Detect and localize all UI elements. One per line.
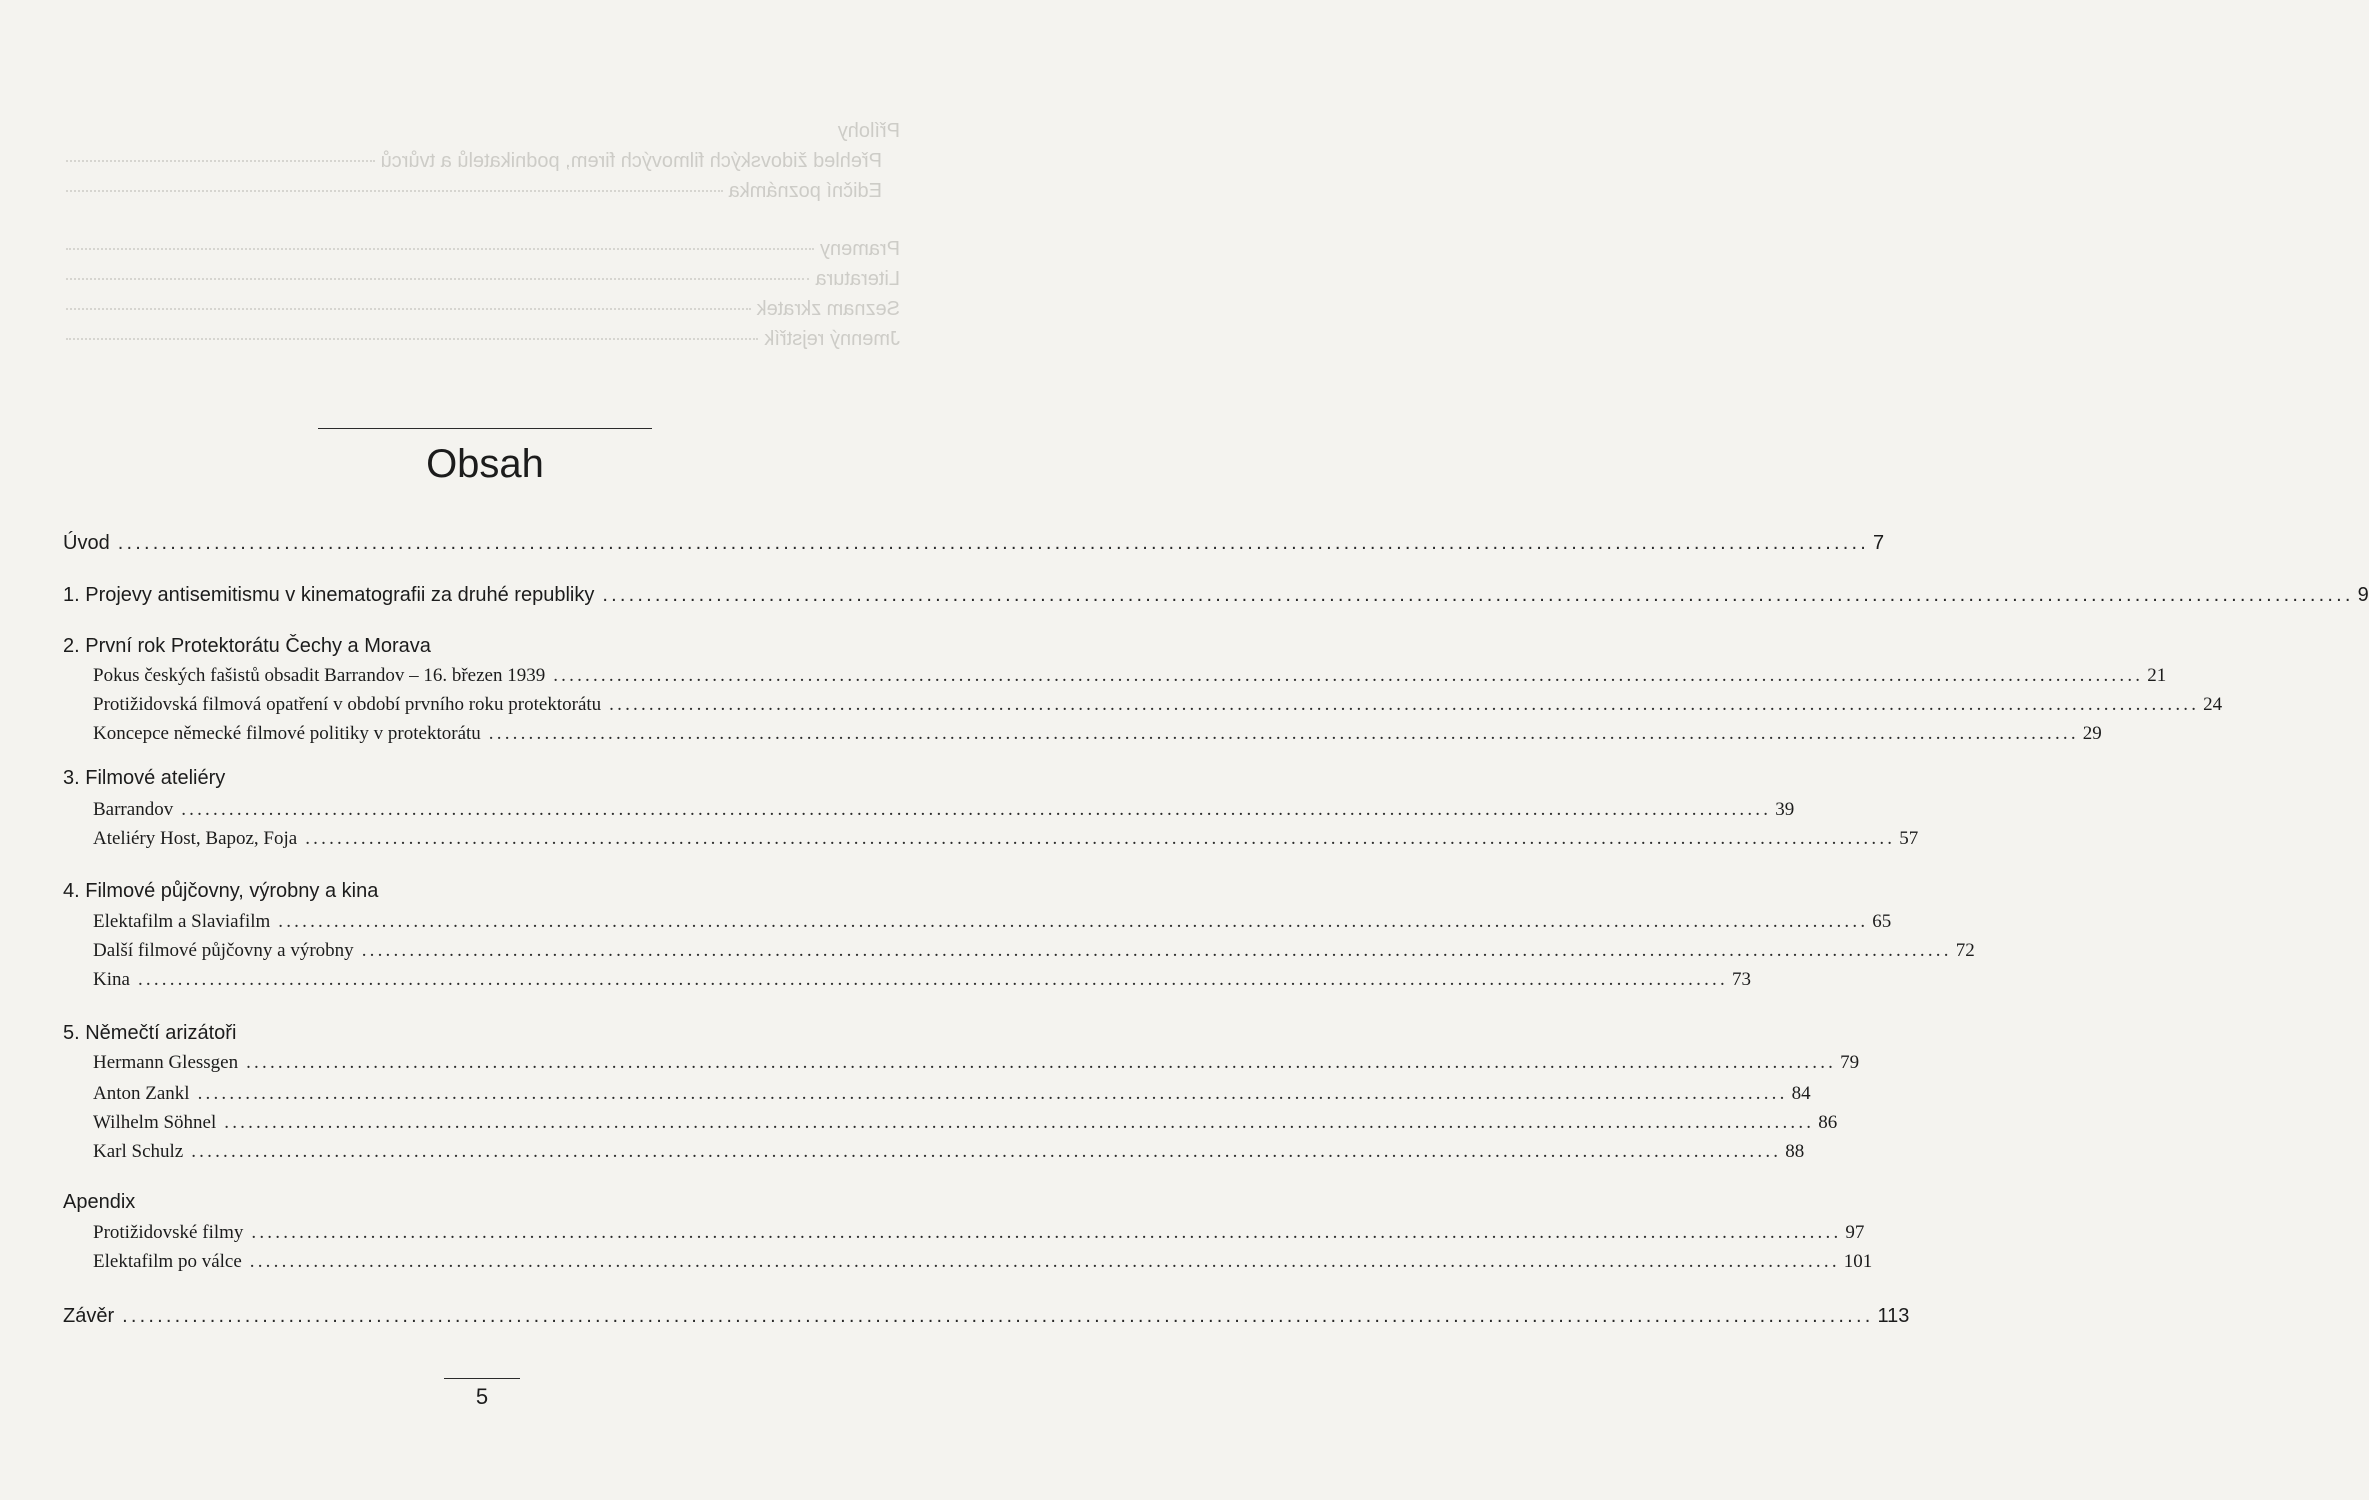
bleed-through-text [60,120,900,380]
toc-chapter-heading: 3. Filmové ateliéry [63,767,226,789]
toc-entry-label: Wilhelm Söhnel [93,1112,217,1133]
toc-entry-label: Koncepce německé filmové politiky v protektorátu [93,723,481,744]
bleed-line-text: Přílohy [837,120,900,142]
toc-entry-label: Protižidovské filmy [93,1222,244,1243]
toc-subentry [93,1222,1865,1244]
toc-chapter-heading: 2. První rok Protektorátu Čechy a Morava [63,635,431,657]
toc-entry-page: 88 [1785,1141,1805,1162]
toc-entry-page: 84 [1791,1083,1811,1104]
toc-entry-page: 57 [1899,828,1919,849]
toc-entry-label: Kina [93,969,130,990]
toc-subentry [93,1141,1805,1163]
toc-entry-page: 65 [1872,911,1892,932]
leader-dots: ........................................................................................................................................................................................................ [117,532,1870,554]
leader-dots: ........................................................................................................................................................................................................ [602,584,2354,606]
toc-subentry [93,828,1919,850]
bleed-line [60,298,900,328]
leader-dots: ........................................................................................................................................................................................................ [137,969,1728,990]
bleed-line-text: Jmenný rejstřík [764,328,900,350]
toc-entry-zaver [63,1305,1910,1328]
toc-entry-uvod [63,532,1885,555]
toc-entry-label: Závěr [63,1305,115,1327]
toc-subentry [93,969,1751,991]
toc-subentry [93,1052,1860,1074]
bleed-line [60,150,900,180]
toc-entry-label: Další filmové půjčovny a výrobny [93,940,354,961]
bleed-line [60,268,900,298]
toc-subentry [93,1112,1838,1134]
bleed-line [60,120,900,150]
toc-entry-label: Elektafilm a Slaviafilm [93,911,271,932]
leader-dots: ........................................................................................................................................................................................................ [197,1083,1788,1104]
bleed-line [60,238,900,268]
toc-entry-label: Hermann Glessgen [93,1052,239,1073]
page-number: 5 [475,1384,489,1409]
leader-dots: ........................................................................................................................................................................................................ [609,694,2200,715]
leader-dots: ........................................................................................................................................................................................................ [361,940,1952,961]
toc-entry-page: 9 [2357,584,2369,606]
toc-chapter-heading: 5. Němečtí arizátoři [63,1022,237,1044]
toc-entry-chapter-1 [63,584,2369,607]
leader-dots: ........................................................................................................................................................................................................ [181,799,1772,820]
toc-subentry [93,665,2167,687]
toc-chapter-heading: 4. Filmové půjčovny, výrobny a kina [63,880,379,902]
toc-entry-label: Barrandov [93,799,174,820]
toc-subentry [93,911,1892,933]
toc-subentry [93,723,2102,745]
leader-dots: ........................................................................................................................................................................................................ [122,1305,1874,1327]
bleed-line-text: Přehled židovských filmových firem, podnikatelů a tvůrců [380,150,882,172]
toc-entry-label: Elektafilm po válce [93,1251,242,1272]
toc-entry-page: 79 [1840,1052,1860,1073]
leader-dots: ........................................................................................................................................................................................................ [246,1052,1837,1073]
bleed-line [60,328,900,358]
leader-dots: ........................................................................................................................................................................................................ [251,1222,1842,1243]
toc-entry-page: 86 [1818,1112,1838,1133]
bleed-line-text: Prameny [819,238,900,260]
page-title: Obsah [426,442,544,486]
leader-dots: ........................................................................................................................................................................................................ [278,911,1869,932]
toc-subentry [93,1251,1873,1273]
toc-entry-page: 113 [1877,1305,1910,1327]
toc-entry-page: 7 [1873,532,1885,554]
toc-entry-label: Karl Schulz [93,1141,184,1162]
toc-entry-page: 101 [1843,1251,1873,1272]
page-number-rule [444,1378,520,1379]
toc-subentry [93,799,1795,821]
toc-subentry [93,940,1975,962]
toc-entry-page: 39 [1775,799,1795,820]
toc-subentry [93,694,2223,716]
toc-entry-page: 29 [2082,723,2102,744]
leader-dots: ........................................................................................................................................................................................................ [224,1112,1815,1133]
leader-dots: ........................................................................................................................................................................................................ [488,723,2079,744]
toc-entry-label: 1. Projevy antisemitismu v kinematografii za druhé republiky [63,584,595,606]
bleed-line-text: Ediční poznámka [728,180,882,202]
toc-chapter-heading: Apendix [63,1191,136,1213]
toc-entry-label: Ateliéry Host, Bapoz, Foja [93,828,298,849]
bleed-line-text: Seznam zkratek [756,298,900,320]
leader-dots: ........................................................................................................................................................................................................ [553,665,2144,686]
toc-entry-label: Anton Zankl [93,1083,190,1104]
bleed-line [60,180,900,210]
toc-entry-page: 97 [1845,1222,1865,1243]
toc-entry-label: Úvod [63,532,110,554]
toc-entry-label: Protižidovská filmová opatření v období prvního roku protektorátu [93,694,602,715]
toc-subentry [93,1083,1811,1105]
leader-dots: ........................................................................................................................................................................................................ [191,1141,1782,1162]
toc-entry-page: 21 [2147,665,2167,686]
leader-dots: ........................................................................................................................................................................................................ [305,828,1896,849]
leader-dots: ........................................................................................................................................................................................................ [249,1251,1840,1272]
bleed-line-text: Literatura [815,268,900,290]
toc-entry-page: 73 [1731,969,1751,990]
title-rule [318,428,652,429]
toc-entry-label: Pokus českých fašistů obsadit Barrandov – 16. březen 1939 [93,665,546,686]
toc-entry-page: 24 [2203,694,2223,715]
toc-entry-page: 72 [1955,940,1975,961]
